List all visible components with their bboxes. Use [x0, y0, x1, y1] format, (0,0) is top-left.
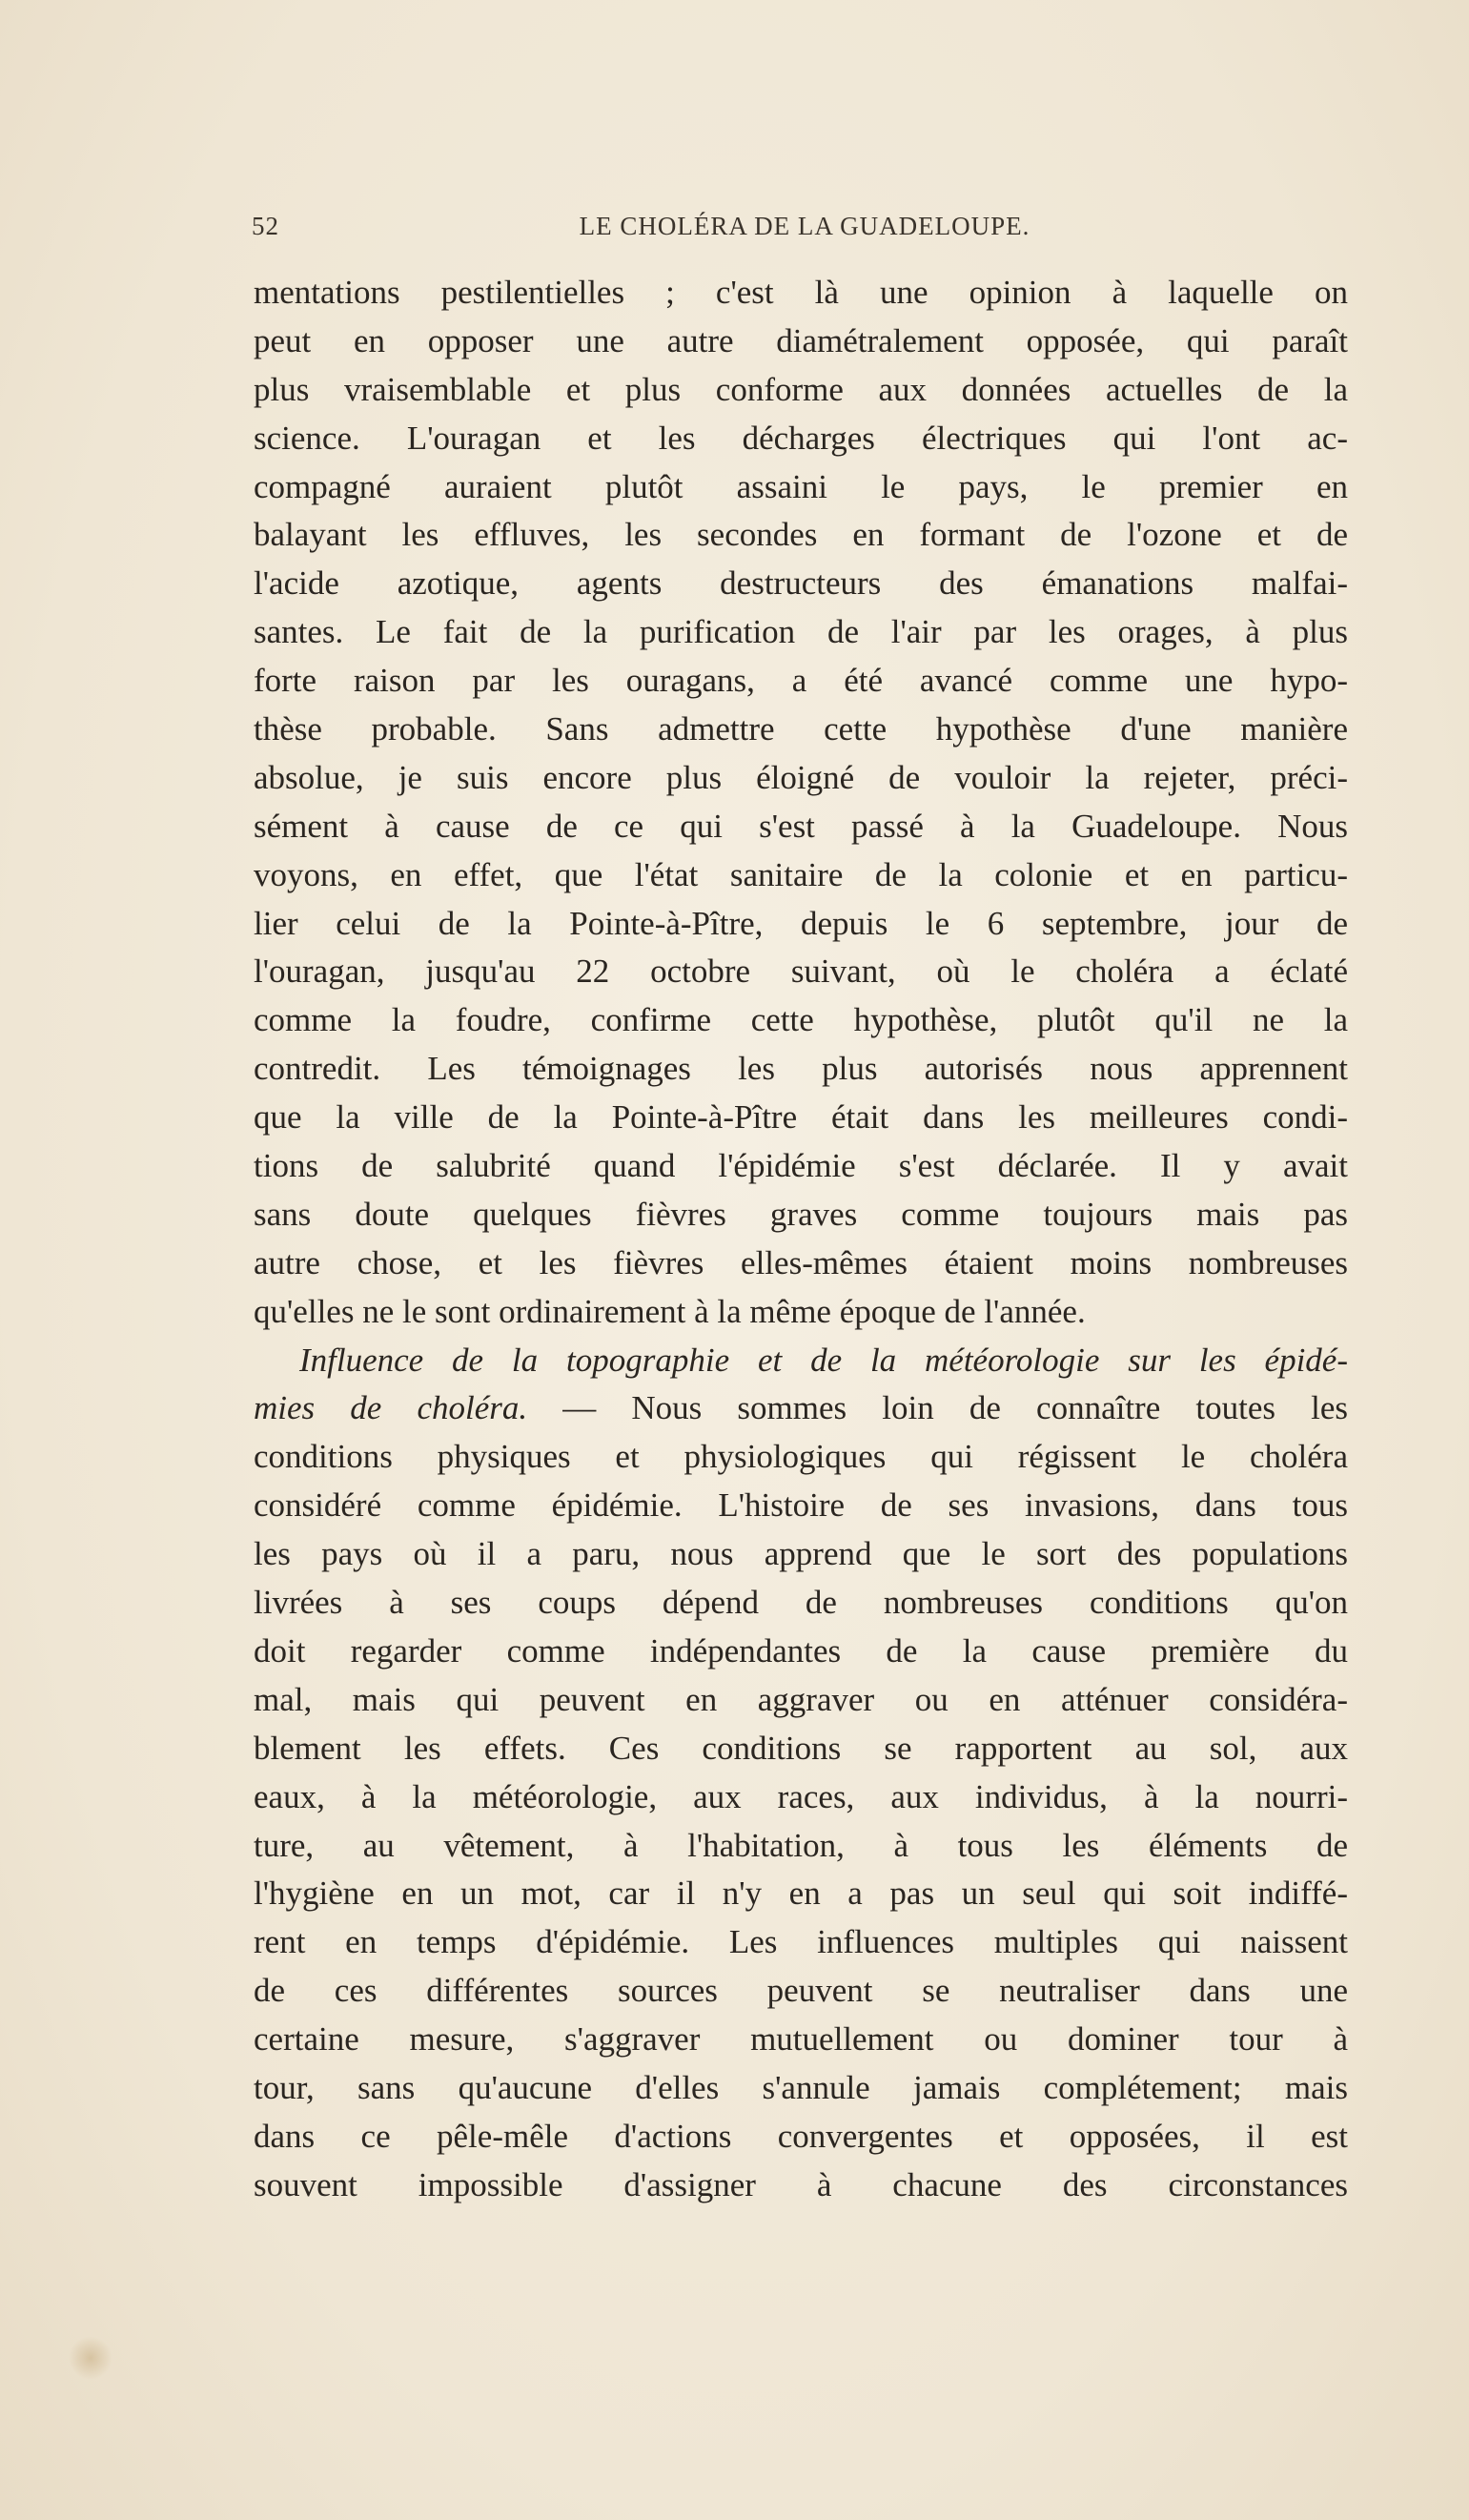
text-line: l'ouragan, jusqu'au 22 octobre suivant, où le choléra a éclaté — [254, 953, 1348, 991]
text-line: plus vraisemblable et plus conforme aux données actuelles de la — [254, 370, 1348, 408]
text-line: mentations pestilentielles ; c'est là une opinion à laquelle on — [254, 274, 1348, 311]
running-head — [252, 212, 1357, 250]
text-line: de ces différentes sources peuvent se neutraliser dans une — [254, 1972, 1348, 2010]
text-line: compagné auraient plutôt assaini le pays, le premier en — [254, 467, 1348, 505]
text-line: voyons, en effet, que l'état sanitaire de la colonie et en particu- — [254, 855, 1348, 893]
section-heading: Influence de la topographie et de la météorologie sur les épidé- — [299, 1341, 1348, 1379]
text-line: ture, au vêtement, à l'habitation, à tous les éléments de — [254, 1826, 1348, 1864]
text-line: rent en temps d'épidémie. Les influences multiples qui naissent — [254, 1923, 1348, 1961]
text-line: livrées à ses coups dépend de nombreuses conditions qu'on — [254, 1584, 1348, 1622]
text-line: santes. Le fait de la purification de l'air par les orages, à plus — [254, 613, 1348, 651]
paper-stain — [69, 2336, 112, 2380]
text-line: doit regarder comme indépendantes de la cause première du — [254, 1631, 1348, 1670]
text-line: thèse probable. Sans admettre cette hypothèse d'une manière — [254, 710, 1348, 748]
text-line: mal, mais qui peuvent en aggraver ou en atténuer considéra- — [254, 1680, 1348, 1718]
paragraph-last-line: qu'elles ne le sont ordinairement à la même époque de l'année. — [254, 1292, 1086, 1330]
page-number: 52 — [252, 212, 279, 240]
text-line: forte raison par les ouragans, a été avancé comme une hypo- — [254, 662, 1348, 700]
text-line: tour, sans qu'aucune d'elles s'annule jamais complétement; mais — [254, 2068, 1348, 2106]
text-line: sément à cause de ce qui s'est passé à la Guadeloupe. Nous — [254, 807, 1348, 845]
text-line: dans ce pêle-mêle d'actions convergentes et opposées, il est — [254, 2117, 1348, 2155]
text-line: absolue, je suis encore plus éloigné de vouloir la rejeter, préci- — [254, 758, 1348, 796]
text-line: l'acide azotique, agents destructeurs des émanations malfai- — [254, 564, 1348, 603]
text-line: eaux, à la météorologie, aux races, aux individus, à la nourri- — [254, 1777, 1348, 1815]
text-line: blement les effets. Ces conditions se rapportent au sol, aux — [254, 1729, 1348, 1767]
text-line: conditions physiques et physiologiques qui régissent le choléra — [254, 1438, 1348, 1476]
section-heading-continuation — [254, 1384, 1348, 1433]
text-line: autre chose, et les fièvres elles-mêmes étaient moins nombreuses — [254, 1243, 1348, 1281]
text-line: souvent impossible d'assigner à chacune des circonstances — [254, 2165, 1348, 2203]
text-line: l'hygiène en un mot, car il n'y en a pas un seul qui soit indiffé- — [254, 1875, 1348, 1913]
text-line: considéré comme épidémie. L'histoire de ses invasions, dans tous — [254, 1486, 1348, 1525]
text-line: comme la foudre, confirme cette hypothèse, plutôt qu'il ne la — [254, 1001, 1348, 1039]
text-line: balayant les effluves, les secondes en formant de l'ozone et de — [254, 516, 1348, 554]
section-heading-end: mies de choléra. — [254, 1389, 528, 1427]
text-line: que la ville de la Pointe-à-Pître était dans les meilleures condi- — [254, 1098, 1348, 1137]
running-title: LE CHOLÉRA DE LA GUADELOUPE. — [579, 212, 1030, 240]
text-line: certaine mesure, s'aggraver mutuellement ou dominer tour à — [254, 2020, 1348, 2059]
text-line: peut en opposer une autre diamétralement opposée, qui paraît — [254, 321, 1348, 359]
text-line: science. L'ouragan et les décharges électriques qui l'ont ac- — [254, 419, 1348, 457]
text-line: tions de salubrité quand l'épidémie s'est déclarée. Il y avait — [254, 1147, 1348, 1185]
text-line: lier celui de la Pointe-à-Pître, depuis le 6 septembre, jour de — [254, 904, 1348, 942]
section-heading-line — [254, 1337, 1348, 1385]
text-line: contredit. Les témoignages les plus autorisés nous apprennent — [254, 1050, 1348, 1088]
section-text-start: — Nous sommes loin de connaître toutes les — [527, 1389, 1348, 1427]
text-line: les pays où il a paru, nous apprend que le sort des populations — [254, 1535, 1348, 1573]
body-text — [254, 269, 1348, 2210]
text-line: sans doute quelques fièvres graves comme toujours mais pas — [254, 1195, 1348, 1233]
